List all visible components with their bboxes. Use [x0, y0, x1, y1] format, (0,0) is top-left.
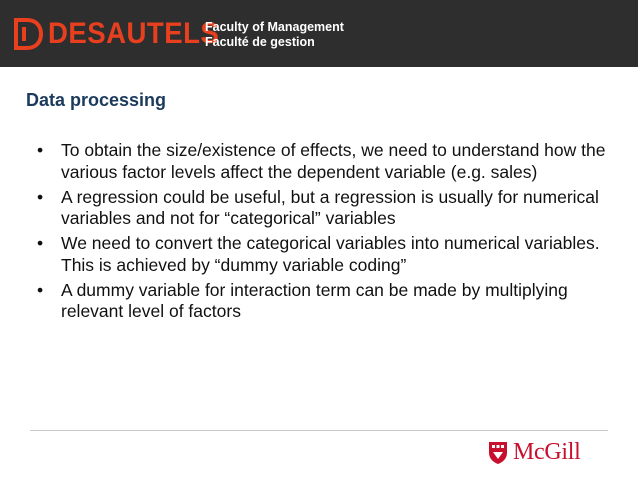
bullet-text: We need to convert the categorical variables into numerical variables. This is achieved by “dummy variable coding” — [61, 233, 600, 275]
slide-title: Data processing — [26, 90, 167, 110]
bullet-text: A dummy variable for interaction term can be made by multiplying relevant level of factors — [61, 279, 568, 321]
mcgill-crest-icon — [488, 441, 508, 465]
bullet-item — [37, 280, 612, 323]
bullet-marker: • — [37, 279, 44, 300]
bullet-text: A regression could be useful, but a regression is usually for numerical variables and not for “categorical” variables — [61, 186, 599, 228]
bullet-marker: • — [37, 233, 44, 253]
bullet-item — [37, 187, 612, 230]
bullet-item — [37, 140, 612, 183]
bullet-item — [37, 233, 612, 276]
mcgill-wordmark: McGill — [513, 439, 581, 465]
bullet-marker: • — [37, 186, 44, 207]
bullet-marker: • — [37, 140, 44, 160]
header-bar — [0, 0, 638, 67]
brand-name: DESAUTELS — [48, 17, 220, 50]
desautels-logo-icon — [13, 18, 43, 50]
bullet-text: To obtain the size/existence of effects, we need to understand how the various factor levels affect the dependent variable (e.g. sales) — [61, 140, 606, 182]
footer-divider — [30, 430, 608, 431]
faculty-name-french: Faculté de gestion — [205, 35, 315, 49]
bullet-list — [37, 140, 612, 326]
faculty-name-english: Faculty of Management — [205, 20, 344, 34]
